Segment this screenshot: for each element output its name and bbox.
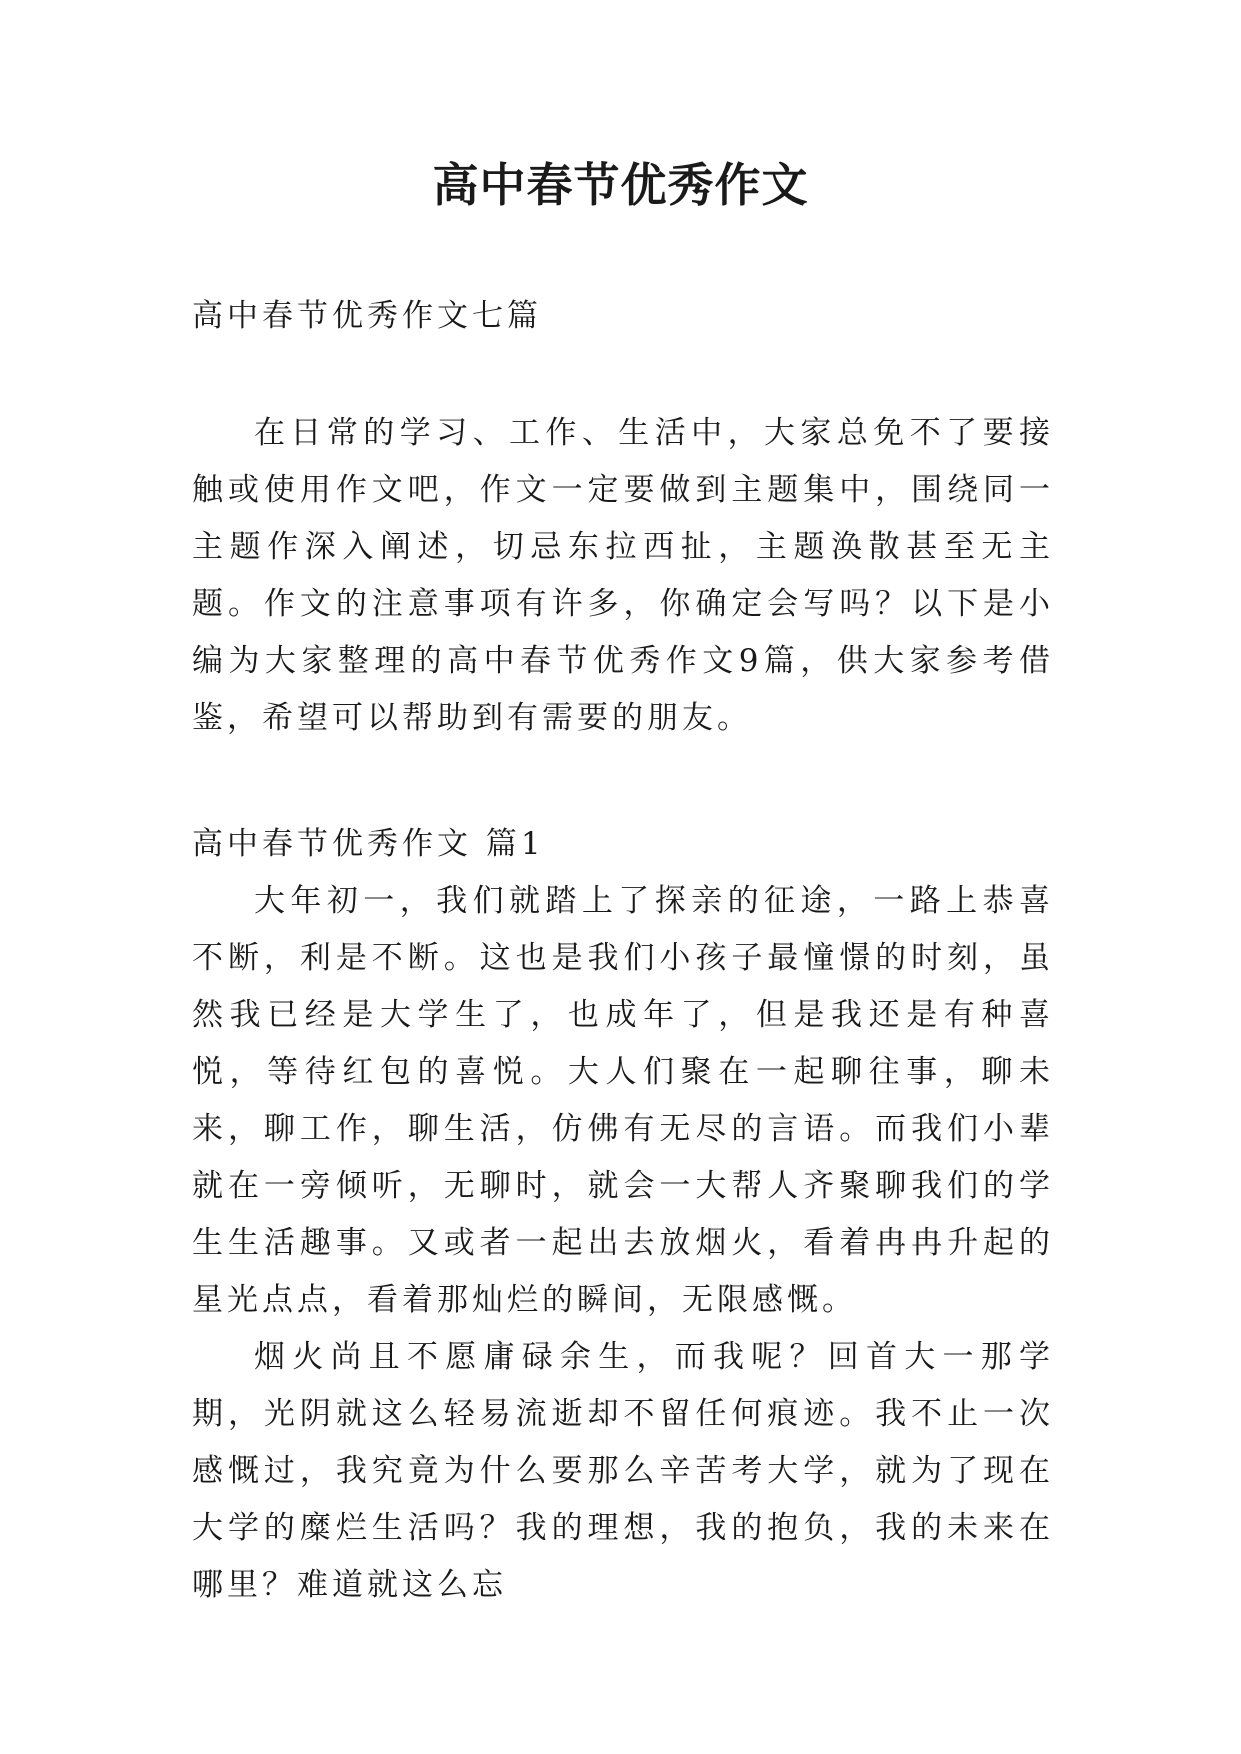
document-title: 高中春节优秀作文 — [432, 158, 809, 212]
intro-paragraph: 在日常的学习、工作、生活中，大家总免不了要接触或使用作文吧，作文一定要做到主题集中，围绕同一主题作深入阐述，切忌东拉西扯，主题涣散甚至无主题。作文的注意事项有许多，你确定会写吗？以下是小编为大家整理的高中春节优秀作文9篇，供大家参考借鉴，希望可以帮助到有需要的朋友。 — [192, 415, 1054, 736]
document-subtitle: 高中春节优秀作文七篇 — [192, 298, 542, 334]
section-1-paragraph-1: 大年初一，我们就踏上了探亲的征途，一路上恭喜不断，利是不断。这也是我们小孩子最憧憬的时刻，虽然我已经是大学生了，也成年了，但是我还是有种喜悦，等待红包的喜悦。大人们聚在一起聊往事，聊未来，聊工作，聊生活，仿佛有无尽的言语。而我们小辈就在一旁倾听，无聊时，就会一大帮人齐聚聊我们的学生生活趣事。又或者一起出去放烟火，看着冉冉升起的星光点点，看着那灿烂的瞬间，无限感慨。 — [192, 883, 1054, 1318]
intro-section — [192, 405, 1054, 747]
section-1-body — [192, 873, 1054, 1614]
section-1-paragraph-2: 烟火尚且不愿庸碌余生，而我呢？回首大一那学期，光阴就这么轻易流逝却不留任何痕迹。我不止一次感慨过，我究竟为什么要那么辛苦考大学，就为了现在大学的糜烂生活吗？我的理想，我的抱负，我的未来在哪里？难道就这么忘 — [192, 1339, 1054, 1603]
section-1-heading: 高中春节优秀作文 篇1 — [192, 826, 545, 862]
